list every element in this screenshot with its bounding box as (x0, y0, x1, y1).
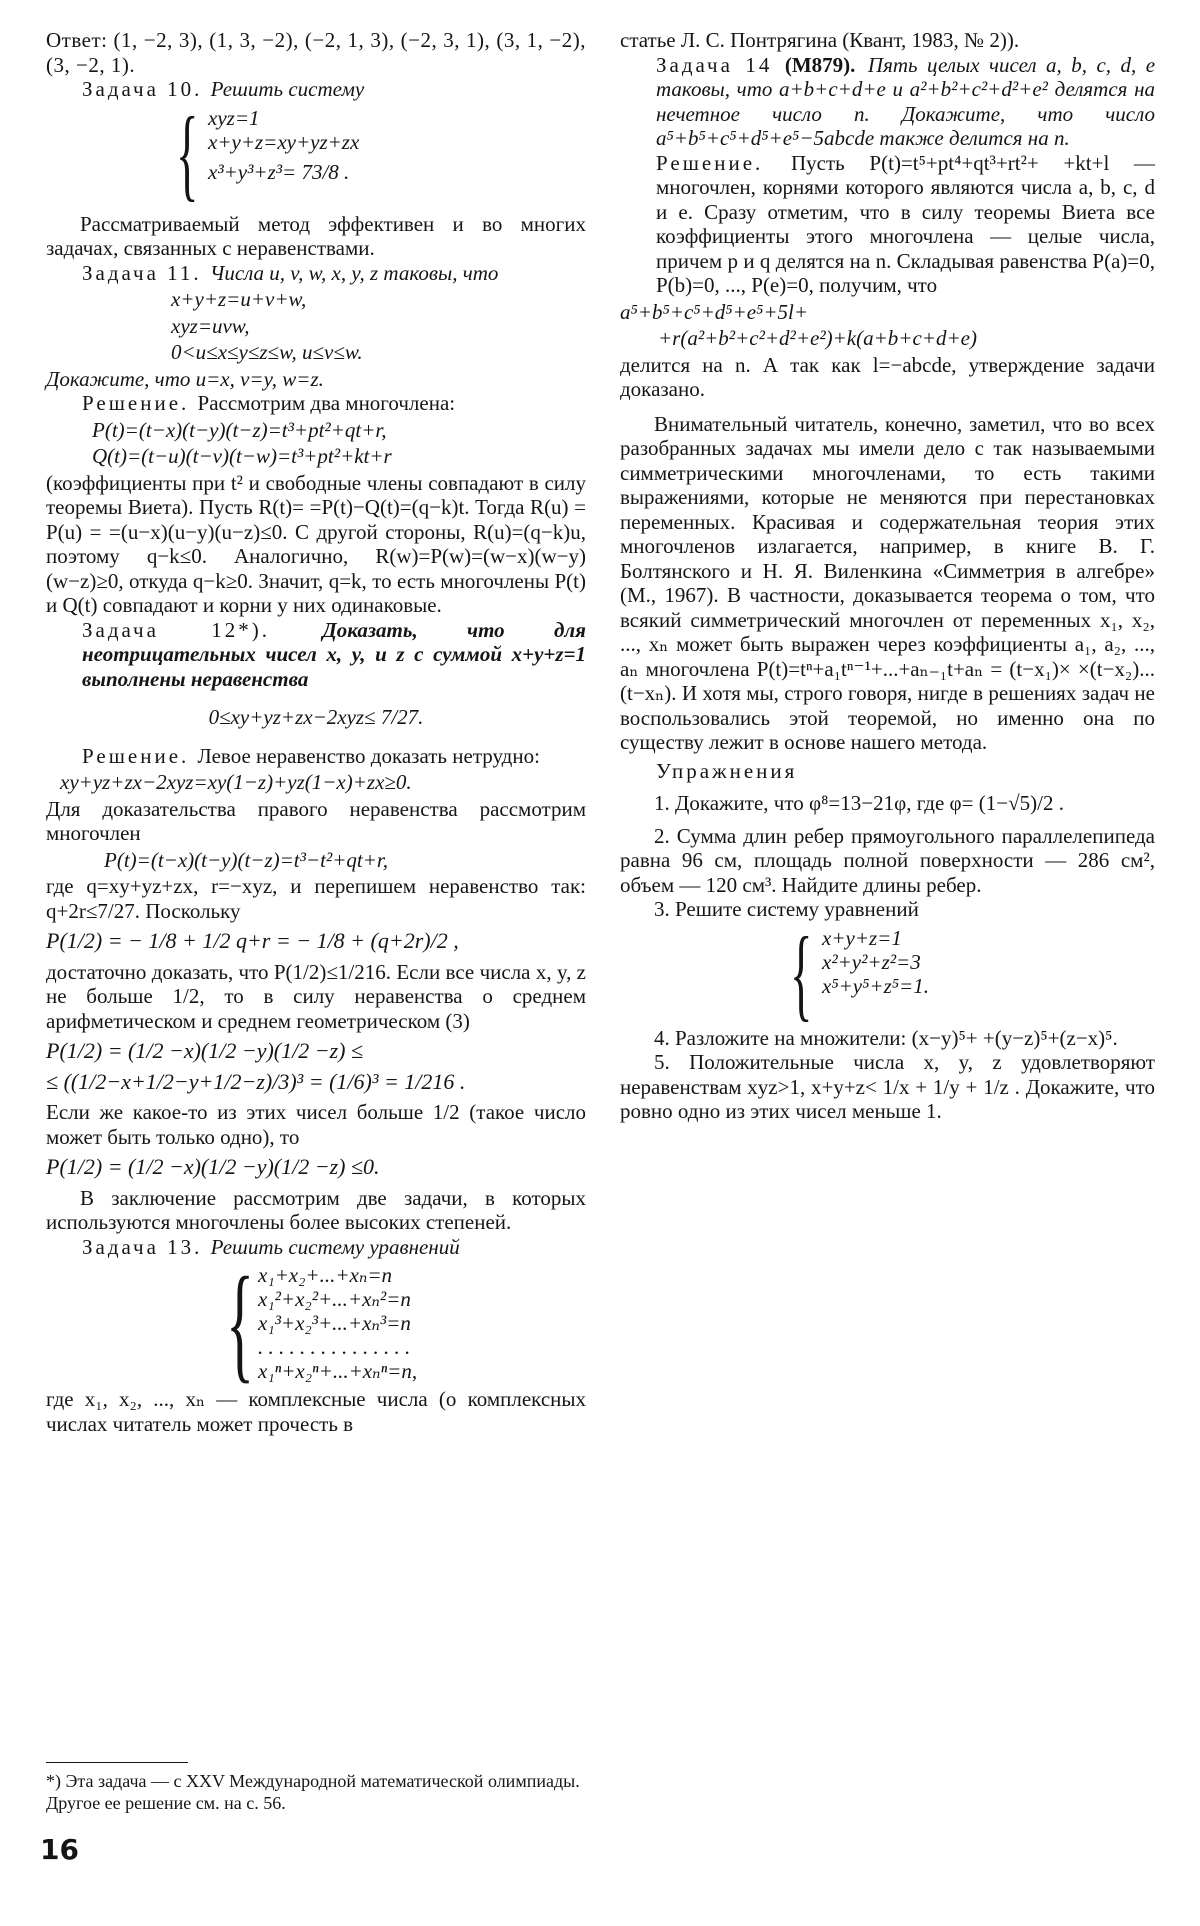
system-13 (226, 1251, 586, 1395)
solution-label: Решение. (656, 150, 764, 175)
exercise-5: 5. Положительные числа x, y, z удовлетворяют неравенствам xyz>1, x+y+z< 1/x + 1/y + 1/z . Докажите, что ровно одно из этих чисел меньше 1. (620, 1050, 1155, 1123)
continuation: статье Л. С. Понтрягина (Квант, 1983, № 2)). (620, 28, 1020, 52)
exercise-3: 3. Решите систему уравнений (654, 897, 919, 921)
problem-10-heading (46, 77, 586, 102)
solution-11 (46, 391, 586, 416)
problem-text: Числа u, v, w, x, y, z таковы, что (209, 260, 499, 285)
solution-11-text: (коэффициенты при t² и свободные члены совпадают в силу теоремы Виета). Пусть R(t)= =P(t)−Q(t)=(q−k)t. Тогда R(u) = P(u) = =(u−x)(u−y)(u−z)≤0. С другой стороны, R(u)=(q−k)u, поэтому q−k≤0. Аналогично, R(w)=P(w)=(w−x)(w−y)(w−z)≥0, откуда q−k≥0. Значит, q=k, то есть многочлены P(t) и Q(t) совпадают и корни у них одинаковые. (46, 470, 586, 617)
exercise-2: 2. Сумма длин ребер прямоугольного параллелепипеда равна 96 см, площадь полной поверхности — 286 см², объем — 120 см³. Найдите длины ребер. (620, 823, 1155, 897)
system-ex3 (790, 915, 1155, 1031)
equation-line: P(t)=(t−x)(t−y)(t−z)=t³−t²+qt+r, (104, 847, 388, 872)
solution-text: Рассмотрим два многочлена: (197, 391, 456, 415)
problem-label: Задача 12*). (82, 617, 270, 642)
equation-line: x⁵+y⁵+z⁵=1. (822, 973, 929, 998)
exercises-heading: Упражнения (656, 758, 798, 783)
equation-line: x²+y²+z²=3 (822, 949, 921, 974)
problem-13-end: где x₁, x₂, ..., xₙ — комплексные числа (о комплексных числах читатель может прочесть в (46, 1387, 586, 1436)
equation-line: P(1/2) = (1/2 −x)(1/2 −y)(1/2 −z) ≤0. (46, 1154, 380, 1179)
solution-14-text: делится на n. А так как l=−abcde, утверждение задачи доказано. (620, 352, 1155, 401)
exercise-1: 1. Докажите, что φ⁸=13−21φ, где φ= (1−√5)/2 . (654, 791, 1064, 815)
brace: { (176, 95, 199, 211)
equation-line: P(1/2) = (1/2 −x)(1/2 −y)(1/2 −z) ≤ (46, 1038, 364, 1063)
problem-text: Решить систему (210, 77, 365, 101)
equation-line: x₁²+x₂²+...+xₙ²=n (258, 1287, 411, 1311)
problem-text: Решить систему уравнений (210, 1234, 460, 1259)
equation-line: P(t)=(t−x)(t−y)(t−z)=t³+pt²+qt+r, (92, 417, 387, 442)
equation-line: 0<u≤x≤y≤z≤w, u≤v≤w. (171, 340, 363, 364)
equation-line: . . . . . . . . . . . . . . . (258, 1335, 411, 1359)
problem-13-heading (46, 1235, 586, 1260)
equation-line: xy+yz+zx−2xyz=xy(1−z)+yz(1−x)+zx≥0. (60, 770, 412, 794)
problem-text: Пять целых чисел a, b, c, d, e таковы, что a+b+c+d+e и a²+b²+c²+d²+e² делятся на нечетное число n. Докажите, что число a⁵+b⁵+c⁵+d⁵+e⁵−5abcde также делится на n. (656, 52, 1156, 150)
problem-label: Задача 13. (82, 1234, 203, 1259)
equation-line: ≤ ((1/2−x+1/2−y+1/2−z)/3)³ = (1/6)³ = 1/216 . (46, 1068, 466, 1094)
equation-line: xyz=uvw, (171, 313, 250, 338)
equation-line: x₁ⁿ+x₂ⁿ+...+xₙⁿ=n, (258, 1359, 418, 1383)
equation-line: P(1/2) = − 1/8 + 1/2 q+r = − 1/8 + (q+2r)/2 , (46, 928, 459, 953)
footnote: *) Эта задача — с XXV Международной математической олимпиады. Другое ее решение см. на с. 56. (46, 1771, 580, 1813)
brace: { (226, 1251, 255, 1395)
equation-line: +r(a²+b²+c²+d²+e²)+k(a+b+c+d+e) (658, 326, 977, 350)
problem-text: Доказать, что для неотрицательных чисел x, y, и z с суммой x+y+z=1 выполнены неравенства (82, 617, 587, 691)
equation-line: a⁵+b⁵+c⁵+d⁵+e⁵+5l+ (620, 299, 809, 324)
prove-statement: Докажите, что u=x, v=y, w=z. (46, 366, 324, 391)
solution-label: Решение. (82, 743, 190, 768)
answer-paragraph: Ответ: (1, −2, 3), (1, 3, −2), (−2, 1, 3), (−2, 3, 1), (3, 1, −2), (3, −2, 1). (46, 28, 586, 77)
equation-line: Q(t)=(t−u)(t−v)(t−w)=t³+pt²+kt+r (92, 444, 392, 468)
solution-12-text: Для доказательства правого неравенства рассмотрим многочлен (46, 796, 586, 845)
problem-label: Задача 10. (82, 77, 203, 101)
equation-line: xyz=1 (208, 105, 260, 130)
method-paragraph: Рассматриваемый метод эффективен и во многих задачах, связанных с неравенствами. (46, 211, 586, 260)
equation-line: x₁³+x₂³+...+xₙ³=n (258, 1311, 411, 1335)
problem-14-heading (620, 53, 1155, 151)
equation-line: x+y+z=xy+yz+zx (208, 129, 360, 154)
left-column (46, 28, 586, 1436)
conclusion-paragraph: В заключение рассмотрим две задачи, в которых используются многочлены более высоких степеней. (46, 1185, 586, 1234)
solution-12-text: где q=xy+yz+zx, r=−xyz, и перепишем неравенство так: q+2r≤7/27. Поскольку (46, 874, 586, 923)
solution-14 (620, 151, 1155, 298)
problem-12-heading (46, 618, 586, 692)
inequality-12: 0≤xy+yz+zx−2xyz≤ 7/27. (208, 705, 424, 729)
solution-12-text: Если же какое-то из этих чисел больше 1/2 (такое число может быть только одно), то (46, 1100, 586, 1149)
solution-label: Решение. (82, 391, 190, 415)
equation-line: x³+y³+z³= 73/8 . (208, 159, 350, 184)
equation-line: x+y+z=1 (822, 925, 902, 950)
right-column (620, 28, 1155, 1124)
solution-12 (46, 744, 586, 769)
problem-label: Задача 11. (82, 260, 202, 285)
theory-paragraph: Внимательный читатель, конечно, заметил, что во всех разобранных задачах мы имели дело с так называемыми симметрическими многочленами, то есть такими выражениями, которые не меняются при перестановках переменных. Красивая и содержательная теория этих многочленов излагается, например, в книге В. Г. Болтянского и Н. Я. Виленкина «Симметрия в алгебре» (М., 1967). В частности, доказывается теорема о том, что всякий симметрический многочлен от переменных x₁, x₂, ..., xₙ может быть выражен через коэффициенты a₁, a₂, ..., aₙ многочлена P(t)=tⁿ+a₁tⁿ⁻¹+...+aₙ₋₁t+aₙ = (t−x₁)× ×(t−x₂)...(t−xₙ). И хотя мы, строго говоря, нигде в решениях задач не воспользовались этой теоремой, но именно она по существу лежит в основе нашего метода. (620, 411, 1155, 754)
problem-code: (М879). (784, 52, 856, 77)
problem-11-heading (46, 261, 586, 286)
system-10 (176, 95, 586, 211)
footnote-rule (46, 1762, 188, 1763)
equation-line: x₁+x₂+...+xₙ=n (258, 1263, 393, 1287)
equation-line: x+y+z=u+v+w, (171, 287, 307, 311)
exercise-4: 4. Разложите на множители: (x−y)⁵+ +(y−z)⁵+(z−x)⁵. (654, 1025, 1118, 1050)
problem-label: Задача 14 (656, 52, 773, 77)
solution-text: Левое неравенство доказать нетрудно: (197, 743, 540, 768)
solution-text: Пусть P(t)=t⁵+pt⁴+qt³+rt²+ +kt+l — многочлен, корнями которого являются числа a, b, c, d и e. Сразу отметим, что в силу теоремы Виета все коэффициенты этого многочлена — целые числа, причем p и q делятся на n. Складывая равенства P(a)=0, P(b)=0, ..., P(e)=0, получим, что (656, 150, 1155, 297)
solution-12-text: достаточно доказать, что P(1/2)≤1/216. Если все числа x, y, z не больше 1/2, то в силу неравенства о среднем арифметическом и среднем геометрическом (3) (46, 959, 586, 1033)
page-number: 16 (40, 1833, 79, 1866)
brace: { (790, 915, 813, 1031)
